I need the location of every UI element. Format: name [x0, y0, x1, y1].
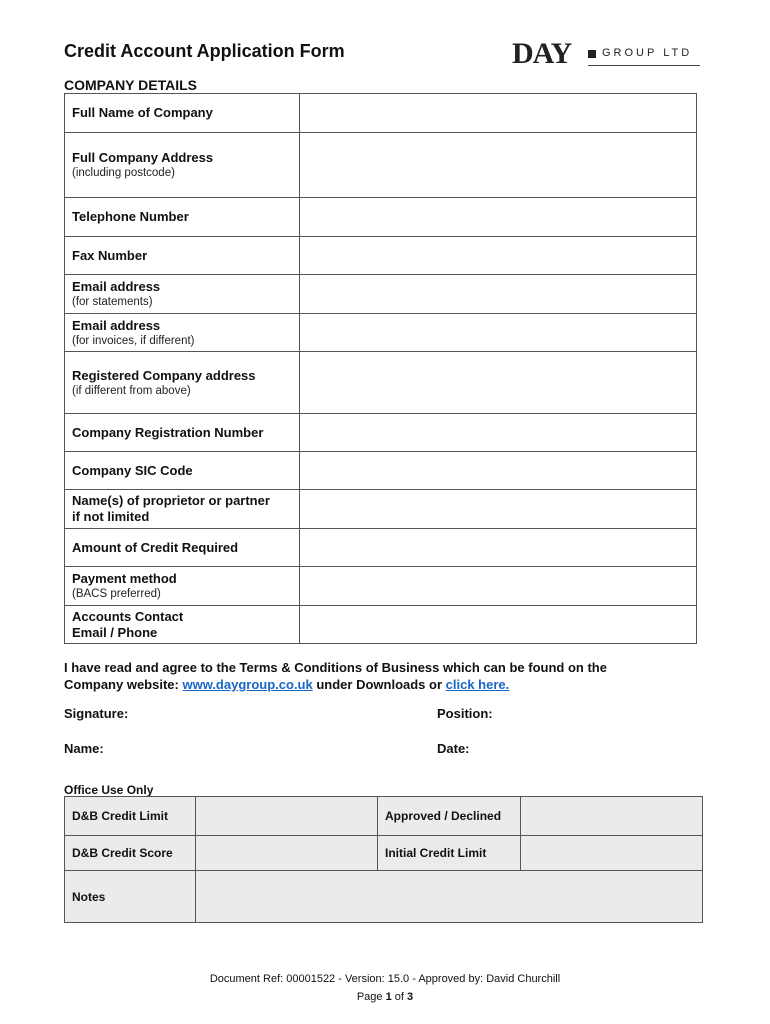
- office-use-heading: Office Use Only: [64, 783, 154, 797]
- website-link[interactable]: www.daygroup.co.uk: [182, 677, 313, 692]
- payment-method-input[interactable]: [300, 567, 697, 606]
- field-label-registration-number: Company Registration Number: [72, 424, 264, 440]
- field-hint-company-address: (including postcode): [72, 167, 175, 179]
- field-label-telephone: Telephone Number: [72, 209, 189, 224]
- initial-limit-label: Initial Credit Limit: [378, 836, 521, 871]
- table-row: [65, 237, 697, 275]
- company-name-input[interactable]: [300, 94, 697, 133]
- page-mid: of: [391, 991, 408, 1003]
- field-label-proprietor-line2: if not limited: [72, 509, 150, 524]
- field-label-email-invoices: Email address: [72, 317, 161, 333]
- agreement-line-1: I have read and agree to the Terms & Conditions of Business which can be found on the: [64, 660, 607, 675]
- company-address-input[interactable]: [300, 133, 697, 198]
- signature-label: Signature:: [64, 706, 129, 721]
- credit-limit-label: D&B Credit Limit: [65, 797, 196, 836]
- table-row: [65, 529, 697, 567]
- date-label: Date:: [437, 741, 470, 756]
- field-label-registered-address: Registered Company address: [72, 367, 256, 383]
- form-title: Credit Account Application Form: [64, 41, 345, 61]
- position-label: Position:: [437, 706, 493, 721]
- credit-score-label: D&B Credit Score: [65, 836, 196, 871]
- agreement-prefix: Company website:: [64, 677, 183, 692]
- logo-sub-text: GROUP LTD: [602, 47, 693, 59]
- name-label: Name:: [64, 741, 104, 756]
- field-hint-email-statements: (for statements): [72, 296, 153, 308]
- notes-label: Notes: [65, 871, 196, 923]
- document-reference: Document Ref: 00001522 - Version: 15.0 - Approved by: David Churchill: [209, 973, 561, 985]
- office-use-table: [64, 796, 703, 923]
- agreement-mid: under Downloads or: [312, 677, 446, 692]
- accounts-contact-input[interactable]: [300, 606, 697, 644]
- table-row: [65, 871, 703, 923]
- proprietor-input[interactable]: [300, 490, 697, 529]
- table-row: [65, 797, 703, 836]
- approved-declined-label: Approved / Declined: [378, 797, 521, 836]
- field-hint-email-invoices: (for invoices, if different): [72, 334, 195, 347]
- table-row: [65, 567, 697, 606]
- email-statements-input[interactable]: [300, 275, 697, 314]
- fax-input[interactable]: [300, 237, 697, 275]
- logo-main-text: DAY: [512, 37, 572, 70]
- field-hint-registered-address: (if different from above): [72, 384, 191, 397]
- table-row: [65, 414, 697, 452]
- sic-code-input[interactable]: [300, 452, 697, 490]
- notes-input[interactable]: [196, 871, 703, 923]
- field-label-accounts-contact-line2: Email / Phone: [72, 624, 158, 640]
- telephone-input[interactable]: [300, 198, 697, 237]
- email-invoices-input[interactable]: [300, 314, 697, 352]
- terms-link[interactable]: click here.: [445, 677, 510, 692]
- registration-number-input[interactable]: [300, 414, 697, 452]
- field-label-email-statements: Email address: [72, 279, 161, 294]
- field-label-sic-code: Company SIC Code: [72, 462, 193, 478]
- approved-declined-input[interactable]: [521, 797, 703, 836]
- page-prefix: Page: [356, 991, 386, 1003]
- registered-address-input[interactable]: [300, 352, 697, 414]
- field-label-accounts-contact: Accounts Contact: [72, 608, 184, 624]
- field-label-company-address: Full Company Address: [72, 150, 214, 165]
- table-row: [65, 275, 697, 314]
- initial-limit-input[interactable]: [521, 836, 703, 871]
- logo-underline: [588, 65, 700, 66]
- page-number: [0, 991, 770, 1003]
- credit-score-input[interactable]: [196, 836, 378, 871]
- table-row: [65, 452, 697, 490]
- page-total: 3: [407, 991, 414, 1003]
- company-details-heading: COMPANY DETAILS: [64, 77, 198, 93]
- credit-amount-input[interactable]: [300, 529, 697, 567]
- table-row: [65, 490, 697, 529]
- field-label-company-name: Full Name of Company: [72, 105, 213, 120]
- table-row: [65, 606, 697, 644]
- table-row: [65, 94, 697, 133]
- credit-limit-input[interactable]: [196, 797, 378, 836]
- table-row: [65, 836, 703, 871]
- table-row: [65, 352, 697, 414]
- field-hint-payment-method: (BACS preferred): [72, 588, 161, 600]
- table-row: [65, 198, 697, 237]
- table-row: [65, 314, 697, 352]
- field-label-credit-amount: Amount of Credit Required: [72, 539, 239, 555]
- table-row: [65, 133, 697, 198]
- agreement-text: [64, 659, 704, 693]
- field-label-fax: Fax Number: [72, 247, 148, 263]
- field-label-proprietor: Name(s) of proprietor or partner: [72, 493, 270, 508]
- company-details-table: [64, 93, 697, 644]
- field-label-payment-method: Payment method: [72, 571, 177, 586]
- logo-square-icon: [588, 50, 596, 58]
- agreement-line-2: [64, 676, 704, 693]
- company-logo: [512, 38, 702, 70]
- page-current: 1: [385, 991, 392, 1003]
